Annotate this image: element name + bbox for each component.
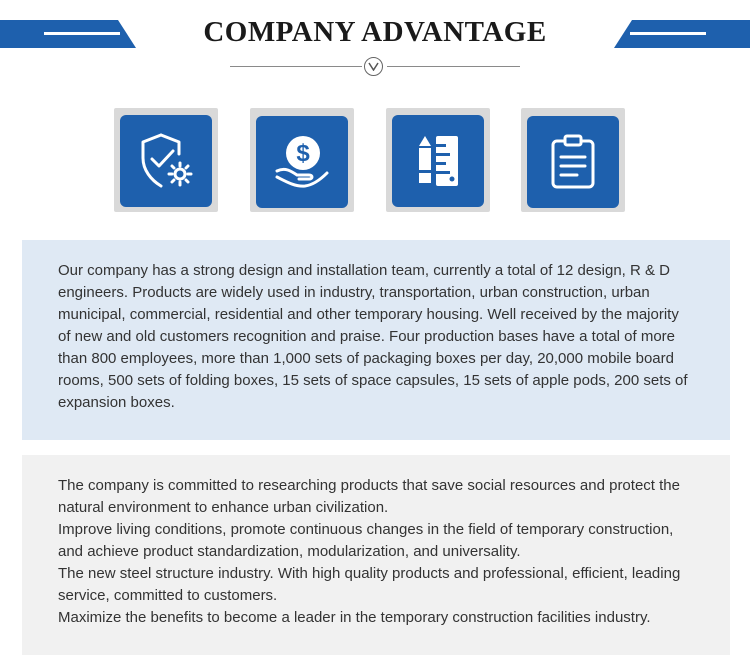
company-mission-panel xyxy=(22,455,730,655)
feature-tile-finance xyxy=(250,108,354,212)
mission-line: Improve living conditions, promote continuous changes in the field of temporary construction, and achieve product standardization, modularization, and universality. xyxy=(58,521,674,560)
mission-line: The company is committed to researching products that save social resources and protect the natural environment to enhance urban civilization. xyxy=(58,477,680,516)
dollar-hand-icon xyxy=(271,131,333,193)
clipboard-icon xyxy=(542,131,604,193)
title-divider-right xyxy=(387,66,520,67)
title-divider-left xyxy=(230,66,362,67)
section-header xyxy=(0,0,750,90)
feature-tile-service xyxy=(521,108,625,212)
feature-tile-security xyxy=(114,108,218,212)
pencil-ruler-icon xyxy=(407,130,469,192)
chevron-down-icon xyxy=(364,57,383,76)
company-intro-text: Our company has a strong design and installation team, currently a total of 12 design, R & D engineers. Products are widely used in industry, transportation, urban construction, urban municipal, commercial, residential and other temporary housing. Well received by the majority of new and old customers recognition and praise. Four production bases have a total of more than 800 employees, more than 1,000 sets of packaging boxes per day, 20,000 mobile board rooms, 500 sets of folding boxes, 15 sets of space capsules, 15 sets of apple pods, 200 sets of expansion boxes. xyxy=(58,262,688,411)
mission-line: The new steel structure industry. With high quality products and professional, efficient, leading service, committed to customers. xyxy=(58,565,681,604)
company-intro-panel xyxy=(22,240,730,440)
svg-text:$: $ xyxy=(296,140,310,167)
page-title: COMPANY ADVANTAGE xyxy=(203,16,547,48)
feature-tile-design xyxy=(386,108,490,212)
shield-gear-icon xyxy=(135,130,197,192)
mission-line: Maximize the benefits to become a leader in the temporary construction facilities industry. xyxy=(58,609,651,626)
